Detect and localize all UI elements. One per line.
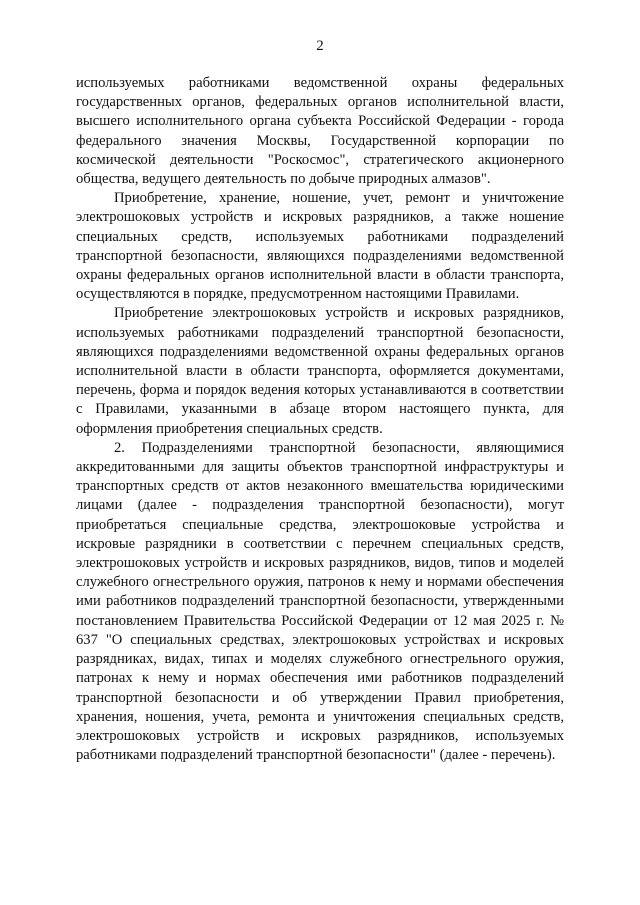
paragraph-acquisition-storage: Приобретение, хранение, ношение, учет, ремонт и уничтожение электрошоковых устройств и искровых разрядников, а также ношение специальных средств, используемых работниками подразделений транспортной безопасности, являющихся подразделениями ведомственной охраны федеральных органов исполнительной власти в области транспорта, осуществляются в порядке, предусмотренном настоящими Правилами. (76, 190, 564, 303)
paragraph-continuation: используемых работниками ведомственной охраны федеральных государственных органов, федеральных органов исполнительной власти, высшего исполнительного органа субъекта Российской Федерации - города федерального значения Москвы, Государственной корпорации по космической деятельности "Роскосмос", стратегического акционерного общества, ведущего деятельность по добыче природных алмазов". (76, 75, 564, 188)
paragraph-acquisition-documents: Приобретение электрошоковых устройств и искровых разрядников, используемых работниками подразделений транспортной безопасности, являющихся подразделениями ведомственной охраны федеральных органов исполнительной власти в области транспорта, оформляется документами, перечень, форма и порядок ведения которых устанавливаются в соответствии с Правилами, указанными в абзаце втором настоящего пункта, для оформления приобретения специальных средств. (76, 305, 564, 437)
page-number: 2 (316, 38, 324, 54)
document-body (76, 74, 564, 765)
paragraph-clause-2: 2. Подразделениями транспортной безопасности, являющимися аккредитованными для защиты объектов транспортной инфраструктуры и транспортных средств от актов незаконного вмешательства юридическими лицами (далее - подразделения транспортной безопасности), могут приобретаться специальные средства, электрошоковые устройства и искровые разрядники в соответствии с перечнем специальных средств, электрошоковых устройств и искровых разрядников, видов, типов и моделей служебного огнестрельного оружия, патронов к нему и нормами обеспечения ими работников подразделений транспортной безопасности, утвержденными постановлением Правительства Российской Федерации от 12 мая 2025 г. № 637 "О специальных средствах, электрошоковых устройствах и искровых разрядниках, видах, типах и моделях служебного огнестрельного оружия, патронах к нему и нормах обеспечения ими работников подразделений транспортной безопасности и об утверждении Правил приобретения, хранения, ношения, учета, ремонта и уничтожения специальных средств, электрошоковых устройств и искровых разрядников, используемых работниками подразделений транспортной безопасности" (далее - перечень). (76, 439, 564, 764)
